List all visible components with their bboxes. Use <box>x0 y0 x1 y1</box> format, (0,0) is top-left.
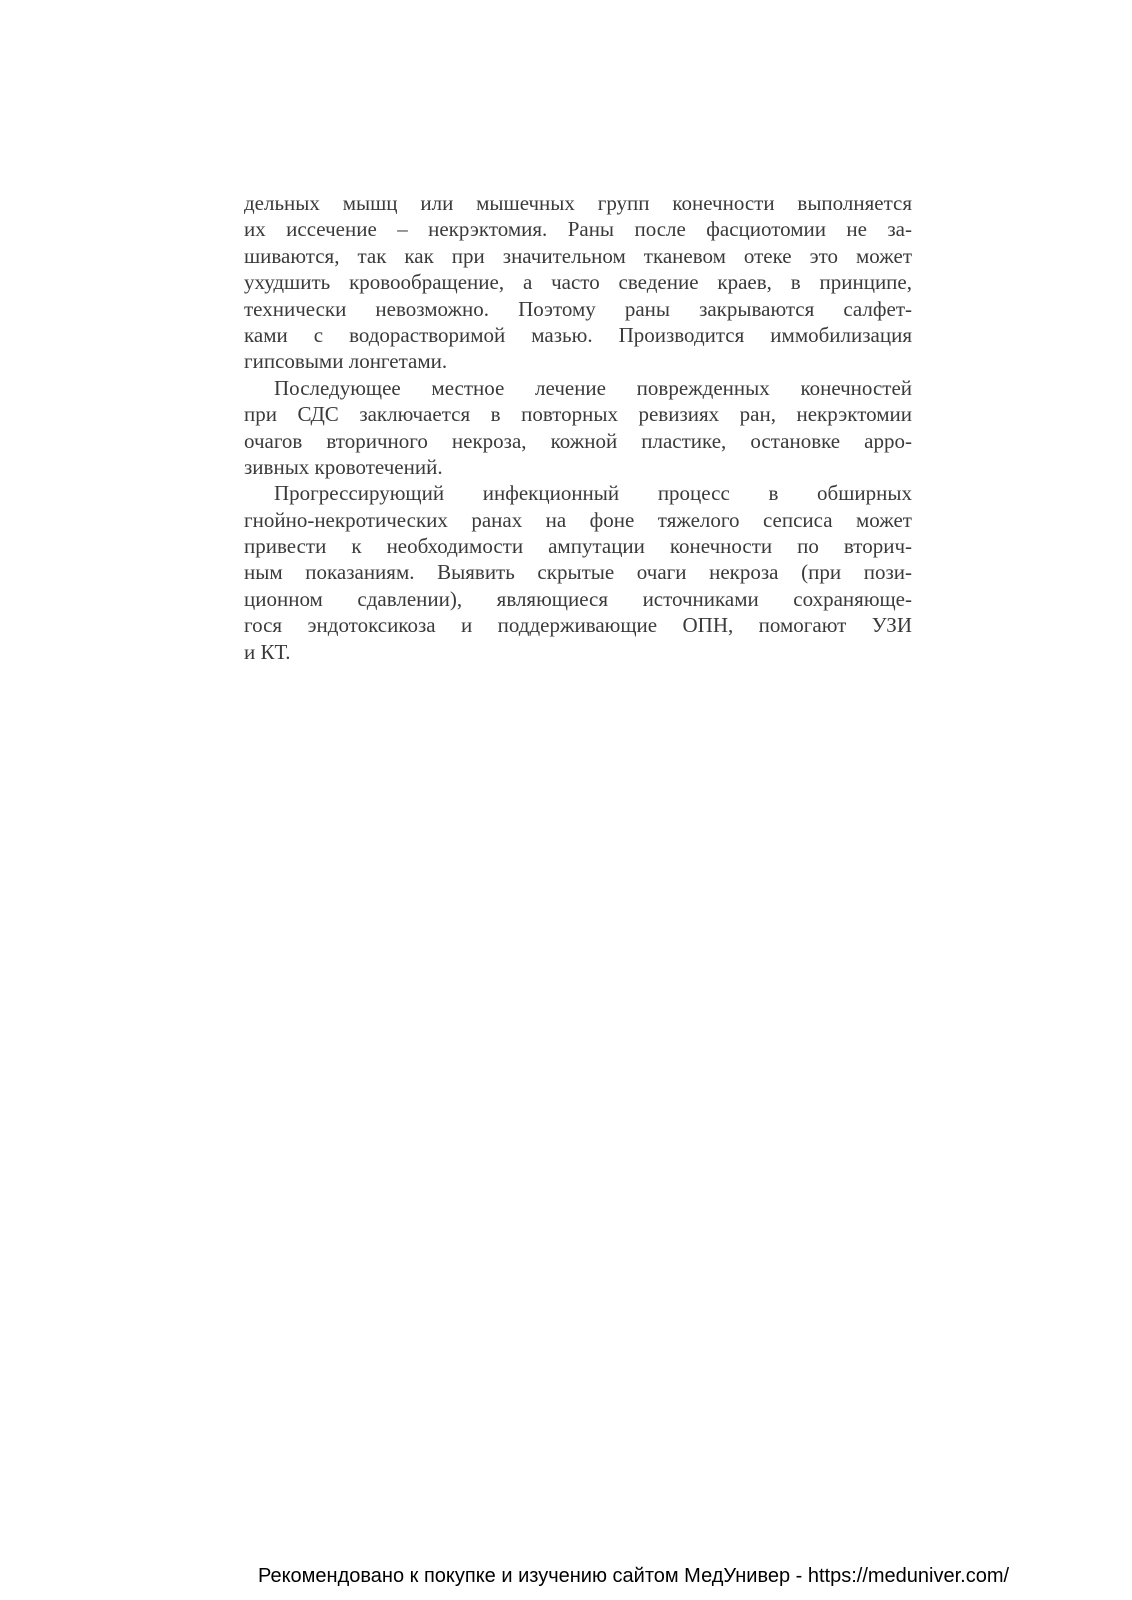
paragraph-2 <box>244 375 912 481</box>
text-line: гнойно-некротических ранах на фоне тяжелого сепсиса может <box>244 507 912 532</box>
text-line: гипсовыми лонгетами. <box>244 349 448 374</box>
text-line: очагов вторичного некроза, кожной пластике, остановке арро- <box>244 428 912 453</box>
footer-recommendation: Рекомендовано к покупке и изучению сайтом МедУнивер - https://meduniver.com/ <box>258 1565 1010 1587</box>
text-line: технически невозможно. Поэтому раны закрываются салфет- <box>244 296 912 321</box>
text-line: привести к необходимости ампутации конечности по вторич- <box>244 534 912 559</box>
text-line: дельных мышц или мышечных групп конечности выполняется <box>244 191 912 215</box>
text-line: ухудшить кровообращение, а часто сведение краев, в принципе, <box>244 270 912 295</box>
paragraph-1 <box>244 190 912 375</box>
text-line: ным показаниям. Выявить скрытые очаги некроза (при пози- <box>244 560 912 585</box>
text-line: зивных кровотечений. <box>244 454 443 479</box>
text-line: шиваются, так как при значительном тканевом отеке это может <box>244 243 912 268</box>
text-line: гося эндотоксикоза и поддерживающие ОПН, помогают УЗИ <box>244 613 912 638</box>
text-line: при СДС заключается в повторных ревизиях ран, некрэктомии <box>244 402 912 427</box>
body-text <box>244 190 912 665</box>
paragraph-3 <box>244 480 912 665</box>
text-line: ционном сдавлении), являющиеся источниками сохраняюще- <box>244 586 912 611</box>
text-line: ками с водорастворимой мазью. Производится иммобилизация <box>244 322 912 347</box>
text-line: их иссечение – некрэктомия. Раны после фасциотомии не за- <box>244 217 912 242</box>
text-line: Последующее местное лечение поврежденных конечностей <box>274 375 912 400</box>
text-line: и КТ. <box>244 639 291 664</box>
text-line: Прогрессирующий инфекционный процесс в обширных <box>274 481 912 506</box>
